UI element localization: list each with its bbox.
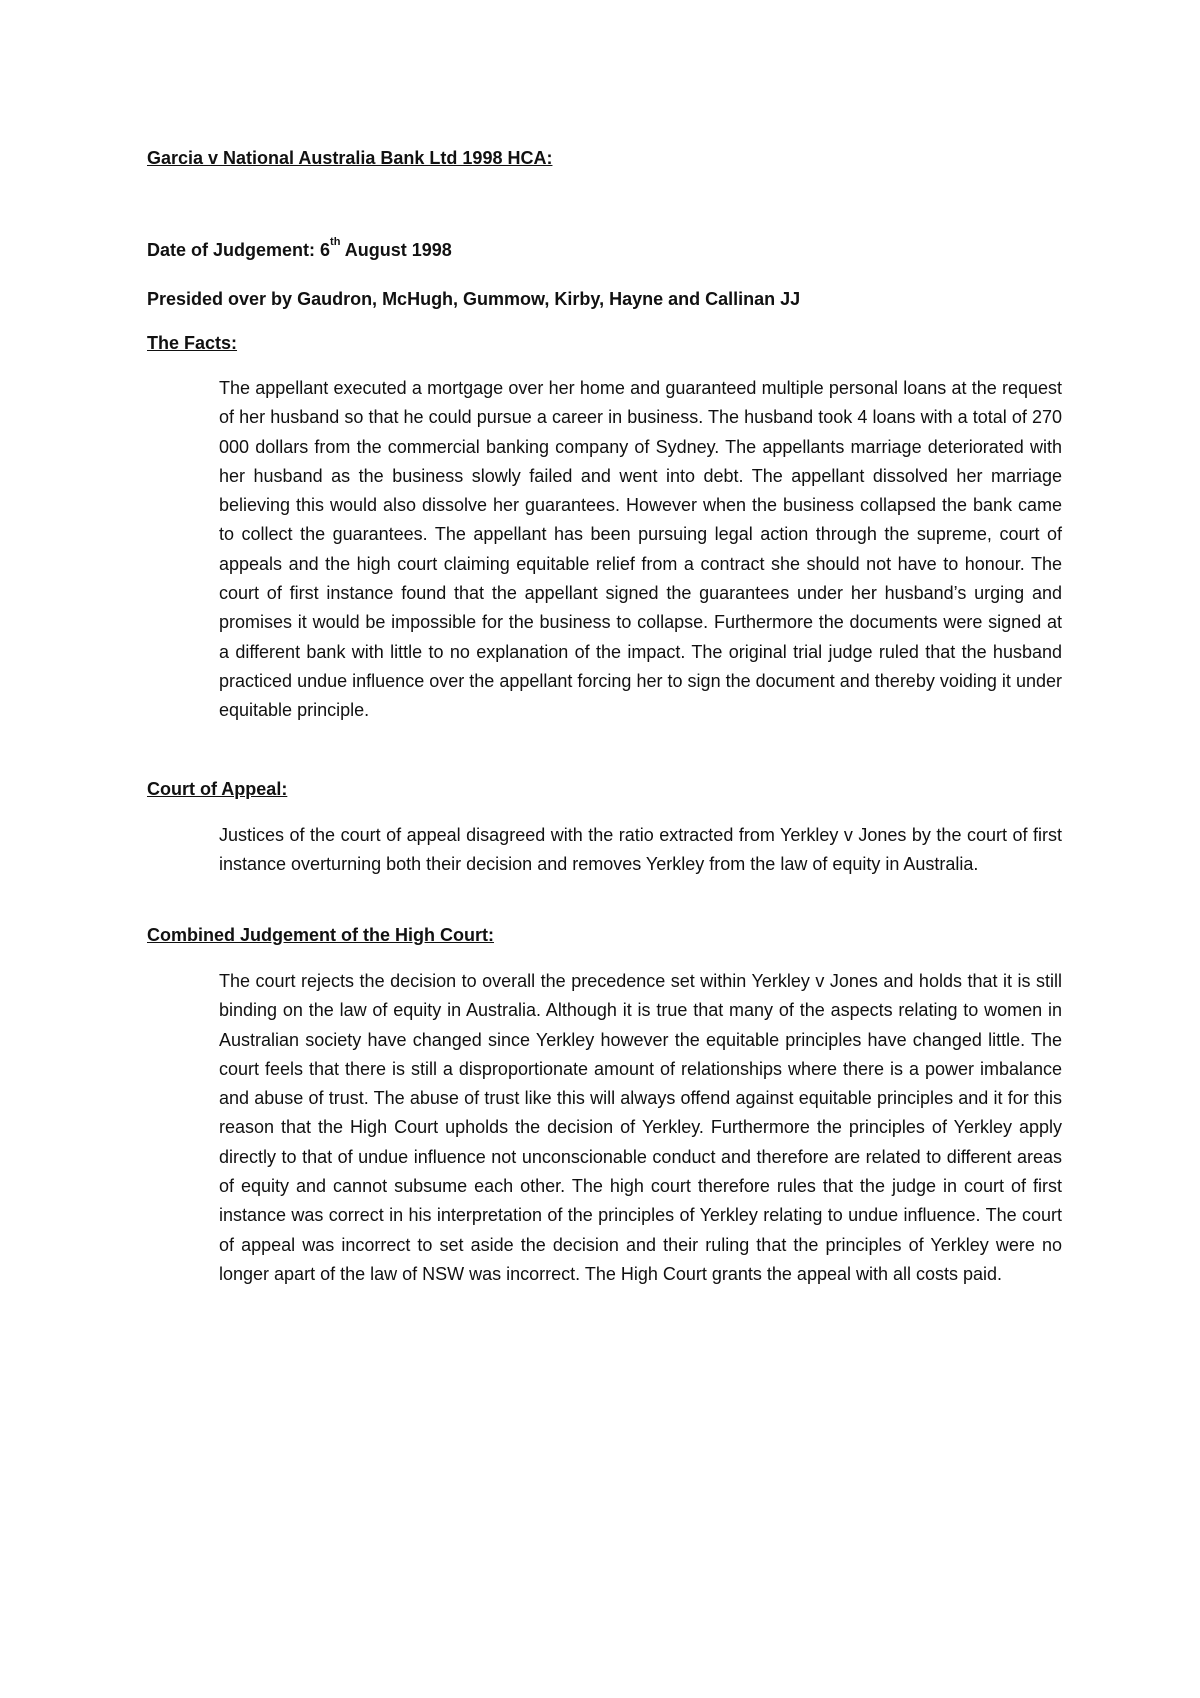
section-heading-high-court: Combined Judgement of the High Court:: [147, 925, 494, 945]
judgement-date-rest: August 1998: [340, 240, 452, 260]
section-heading-appeal: Court of Appeal:: [147, 779, 288, 799]
judgement-date: [147, 236, 452, 261]
judgement-date-ordinal: th: [330, 236, 341, 248]
section-body-appeal: Justices of the court of appeal disagreed with the ratio extracted from Yerkley v Jones by the court of first instance overturning both their decision and removes Yerkley from the law of equity in Australia.: [219, 825, 1062, 875]
section-body-facts: The appellant executed a mortgage over her home and guaranteed multiple personal loans at the request of her husband so that he could pursue a career in business. The husband took 4 loans with a total of 270 000 dollars from the commercial banking company of Sydney. The appellants marriage deteriorated with her husband as the business slowly failed and went into debt. The appellant dissolved her marriage believing this would also dissolve her guarantees. However when the business collapsed the bank came to collect the guarantees. The appellant has been pursuing legal action through the supreme, court of appeals and the high court claiming equitable relief from a contract she should not have to honour. The court of first instance found that the appellant signed the guarantees under her husband’s urging and promises it would be impossible for the business to collapse. Furthermore the documents were signed at a different bank with little to no explanation of the impact. The original trial judge ruled that the husband practiced undue influence over the appellant forcing her to sign the document and thereby voiding it under equitable principle.: [219, 378, 1062, 721]
section-heading-facts: The Facts:: [147, 333, 238, 353]
judgement-date-label: Date of Judgement: 6: [147, 240, 331, 260]
document-title: Garcia v National Australia Bank Ltd 1998 HCA:: [147, 148, 553, 168]
section-body-high-court: The court rejects the decision to overall the precedence set within Yerkley v Jones and holds that it is still binding on the law of equity in Australia. Although it is true that many of the aspects relating to women in Australian society have changed since Yerkley however the equitable principles have changed little. The court feels that there is still a disproportionate amount of relationships where there is a power imbalance and abuse of trust. The abuse of trust like this will always offend against equitable principles and it for this reason that the High Court upholds the decision of Yerkley. Furthermore the principles of Yerkley apply directly to that of undue influence not unconscionable conduct and therefore are related to different areas of equity and cannot subsume each other. The high court therefore rules that the judge in court of first instance was correct in his interpretation of the principles of Yerkley relating to undue influence. The court of appeal was incorrect to set aside the decision and their ruling that the principles of Yerkley were no longer apart of the law of NSW was incorrect. The High Court grants the appeal with all costs paid.: [219, 971, 1062, 1284]
presiding-judges: Presided over by Gaudron, McHugh, Gummow, Kirby, Hayne and Callinan JJ: [147, 289, 801, 309]
